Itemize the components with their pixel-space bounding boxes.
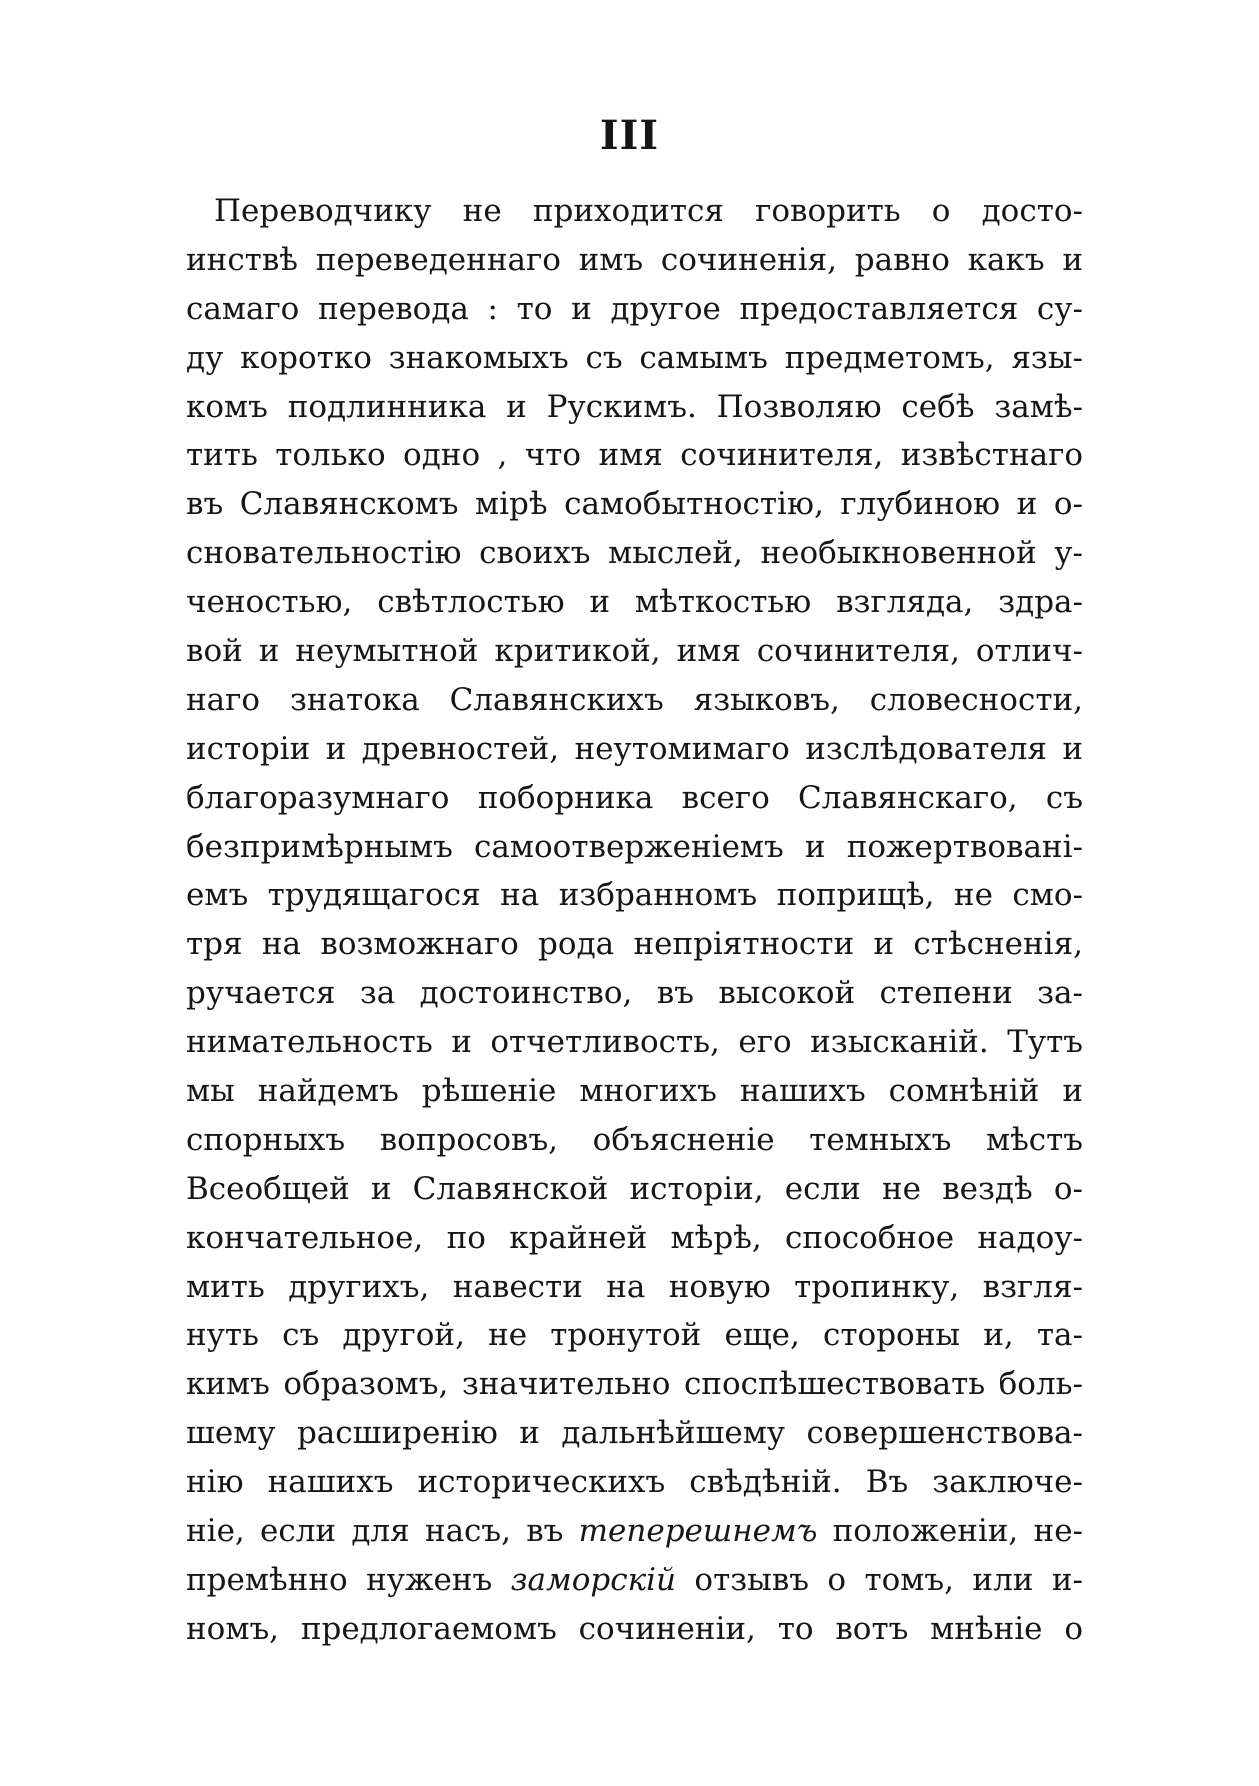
text-segment: нію нашихъ историческихъ свѣдѣній. Въ заключе- <box>186 1464 1083 1501</box>
text-line <box>186 969 1083 1018</box>
text-segment: тить только одно , что имя сочинителя, извѣстнаго <box>186 437 1083 474</box>
text-segment: емъ трудящагося на избранномъ поприщѣ, не смо- <box>186 877 1083 914</box>
text-segment: ченостью, свѣтлостью и мѣткостью взгляда, здра- <box>186 584 1083 621</box>
text-segment: самаго перевода : то и другое предоставляется су- <box>186 290 1083 327</box>
text-line <box>186 529 1083 578</box>
text-line <box>186 334 1083 383</box>
text-line <box>186 236 1083 285</box>
text-segment: вой и неумытной критикой, имя сочинителя, отлич- <box>186 633 1083 670</box>
text-line <box>186 1116 1083 1165</box>
text-segment: кончательное, по крайней мѣрѣ, способное надоу- <box>186 1219 1083 1256</box>
italic-text: заморскій <box>510 1561 676 1598</box>
text-segment: премѣнно нуженъ <box>186 1561 511 1598</box>
text-segment: Всеобщей и Славянской исторіи, если не вездѣ о- <box>186 1170 1083 1207</box>
text-line <box>186 431 1083 480</box>
text-segment: спорныхъ вопросовъ, объясненіе темныхъ мѣстъ <box>186 1121 1083 1158</box>
text-segment: безпримѣрнымъ самоотверженіемъ и пожертвованi- <box>186 828 1083 865</box>
text-segment: комъ подлинника и Рускимъ. Позволяю себѣ замѣ- <box>186 388 1083 425</box>
text-line <box>186 920 1083 969</box>
text-segment: отзывъ о томъ, или и- <box>676 1561 1083 1598</box>
text-line <box>186 1067 1083 1116</box>
text-line <box>186 1311 1083 1360</box>
text-line <box>186 1458 1083 1507</box>
text-segment: нуть съ другой, не тронутой еще, стороны и, та- <box>186 1317 1083 1354</box>
text-line <box>186 187 1083 236</box>
text-segment: номъ, предлогаемомъ сочиненіи, то вотъ мнѣніе о <box>186 1610 1083 1647</box>
text-segment: исторіи и древностей, неутомимаго изслѣдователя и <box>186 730 1083 767</box>
text-segment: наго знатока Славянскихъ языковъ, словесности, <box>186 681 1083 718</box>
text-line <box>186 1360 1083 1409</box>
text-segment: ду коротко знакомыхъ съ самымъ предметомъ, язы- <box>186 339 1083 376</box>
text-line <box>186 578 1083 627</box>
text-segment: положеніи, не- <box>817 1513 1084 1550</box>
text-line <box>186 1556 1083 1605</box>
text-line <box>186 725 1083 774</box>
text-line <box>186 627 1083 676</box>
text-line <box>186 774 1083 823</box>
text-line <box>186 676 1083 725</box>
page-number: III <box>599 112 660 159</box>
text-line <box>186 1605 1083 1654</box>
text-line <box>186 480 1083 529</box>
text-line <box>186 285 1083 334</box>
text-line <box>186 1409 1083 1458</box>
text-segment: инствѣ переведеннаго имъ сочиненія, равно какъ и <box>186 241 1083 278</box>
text-segment: шему расширенію и дальнѣйшему совершенствова- <box>186 1415 1083 1452</box>
text-line <box>186 1214 1083 1263</box>
text-segment: нимательность и отчетливость, его изысканій. Тутъ <box>186 1024 1083 1061</box>
text-segment: тря на возможнаго рода непріятности и стѣсненія, <box>186 926 1083 963</box>
text-line <box>186 1263 1083 1312</box>
text-line <box>186 1165 1083 1214</box>
text-segment: ніе, если для насъ, въ <box>186 1513 579 1550</box>
text-line <box>186 383 1083 432</box>
body-text <box>186 187 1083 1654</box>
text-segment: въ Славянскомъ мірѣ самобытностію, глубиною и о- <box>186 486 1083 523</box>
text-segment: сновательностію своихъ мыслей, необыкновенной у- <box>186 535 1083 572</box>
text-segment: кимъ образомъ, значительно споспѣшествовать боль- <box>186 1366 1083 1403</box>
text-line <box>186 823 1083 872</box>
text-line <box>186 1507 1083 1556</box>
text-segment: благоразумнаго поборника всего Славянскаго, съ <box>186 779 1083 816</box>
text-segment: Переводчику не приходится говорить о досто- <box>214 193 1083 229</box>
italic-text: теперешнемъ <box>578 1513 818 1550</box>
text-segment: мы найдемъ рѣшеніе многихъ нашихъ сомнѣній и <box>186 1073 1083 1110</box>
text-line <box>186 871 1083 920</box>
text-line <box>186 1018 1083 1067</box>
text-segment: мить другихъ, навести на новую тропинку, взгля- <box>186 1268 1083 1305</box>
text-segment: ручается за достоинство, въ высокой степени за- <box>186 975 1083 1012</box>
